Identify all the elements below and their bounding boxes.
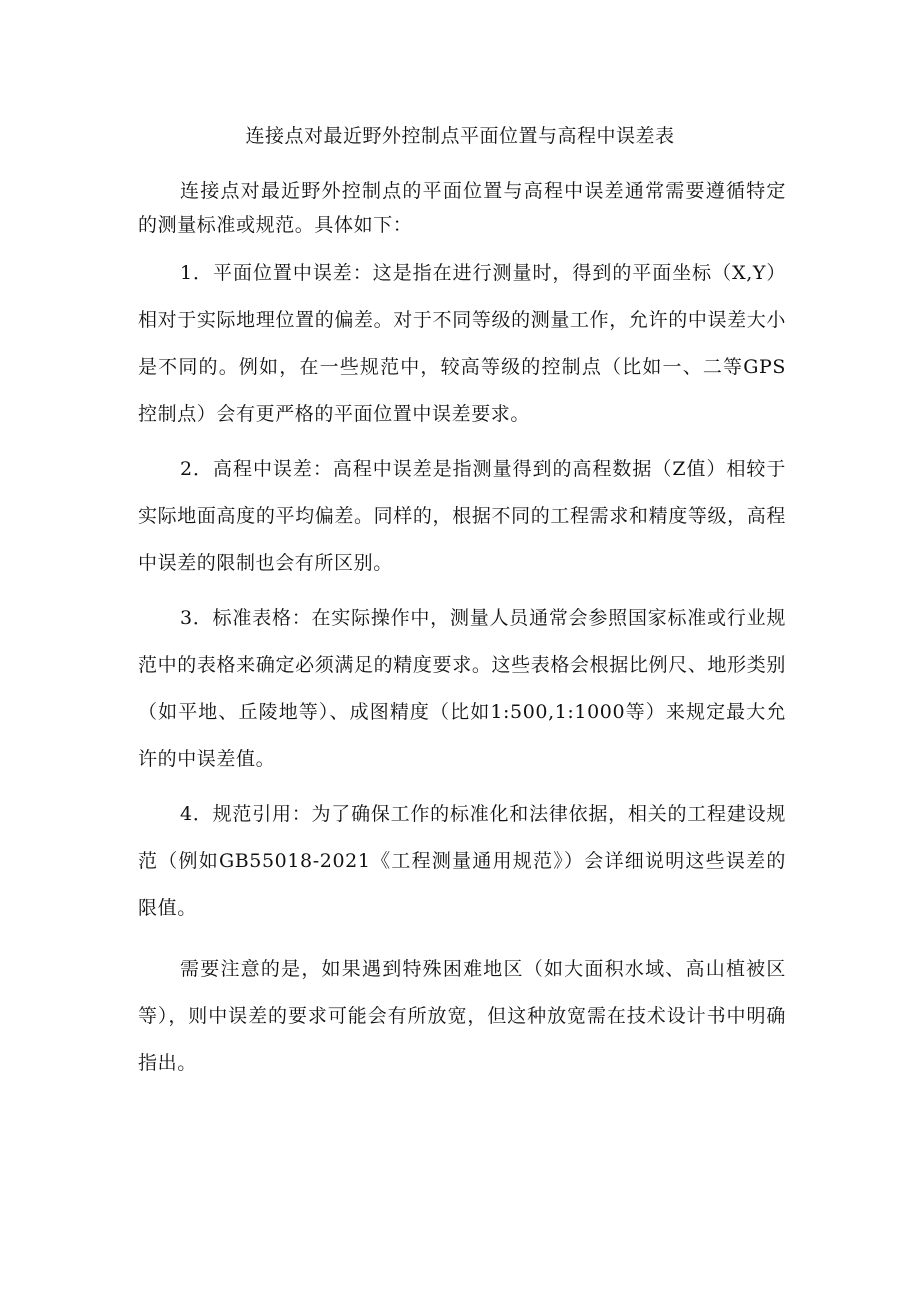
paragraph-elevation-error: 2．高程中误差：高程中误差是指测量得到的高程数据（Z值）相较于实际地面高度的平均偏差。同样的，根据不同的工程需求和精度等级，高程中误差的限制也会有所区别。 bbox=[138, 458, 786, 574]
paragraph-code-reference: 4．规范引用：为了确保工作的标准化和法律依据，相关的工程建设规范（例如GB55018-2021《工程测量通用规范》）会详细说明这些误差的限值。 bbox=[138, 803, 786, 919]
intro-paragraph: 连接点对最近野外控制点的平面位置与高程中误差通常需要遵循特定的测量标准或规范。具体如下： bbox=[138, 180, 786, 236]
paragraph-plane-position-error: 1．平面位置中误差：这是指在进行测量时，得到的平面坐标（X,Y）相对于实际地理位置的偏差。对于不同等级的测量工作，允许的中误差大小是不同的。例如，在一些规范中，较高等级的控制点（比如一、二等GPS控制点）会有更严格的平面位置中误差要求。 bbox=[138, 262, 786, 425]
document-body bbox=[138, 174, 786, 1087]
paragraph-standard-tables: 3．标准表格：在实际操作中，测量人员通常会参照国家标准或行业规范中的表格来确定必须满足的精度要求。这些表格会根据比例尺、地形类别（如平地、丘陵地等）、成图精度（比如1:500,1:1000等）来规定最大允许的中误差值。 bbox=[138, 607, 786, 770]
paragraph-note: 需要注意的是，如果遇到特殊困难地区（如大面积水域、高山植被区等），则中误差的要求可能会有所放宽，但这种放宽需在技术设计书中明确指出。 bbox=[138, 958, 786, 1074]
document-title: 连接点对最近野外控制点平面位置与高程中误差表 bbox=[245, 125, 675, 147]
